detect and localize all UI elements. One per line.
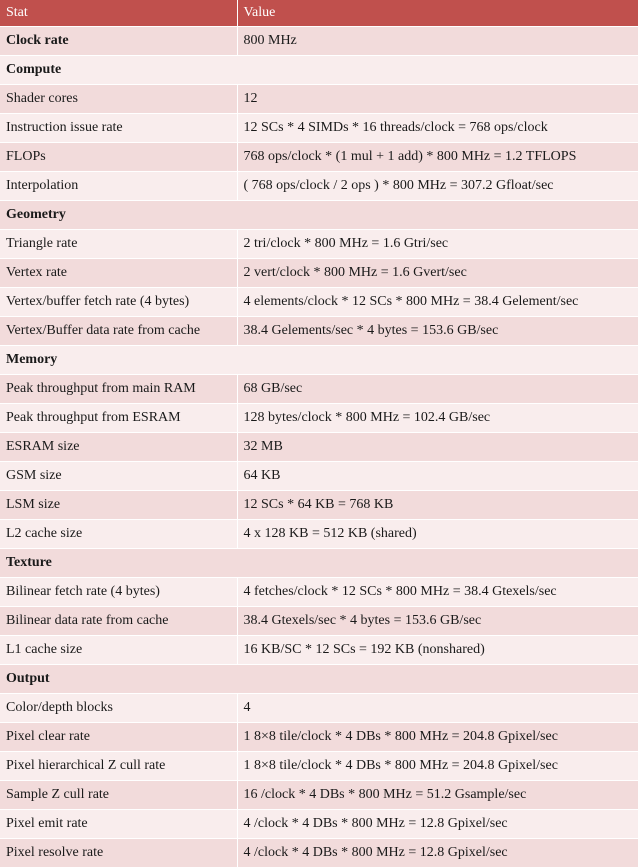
table-row bbox=[0, 288, 638, 317]
stat-value-cell: 128 bytes/clock * 800 MHz = 102.4 GB/sec bbox=[237, 404, 638, 433]
table-row bbox=[0, 810, 638, 839]
stat-name-cell: Pixel resolve rate bbox=[0, 839, 237, 868]
stat-value-cell: 4 bbox=[237, 694, 638, 723]
stat-name-cell: Pixel emit rate bbox=[0, 810, 237, 839]
stat-value-cell: 2 vert/clock * 800 MHz = 1.6 Gvert/sec bbox=[237, 259, 638, 288]
table-row bbox=[0, 694, 638, 723]
table-row bbox=[0, 143, 638, 172]
stat-name-cell: Color/depth blocks bbox=[0, 694, 237, 723]
stat-value-cell: 4 fetches/clock * 12 SCs * 800 MHz = 38.4 Gtexels/sec bbox=[237, 578, 638, 607]
stat-value-cell: 2 tri/clock * 800 MHz = 1.6 Gtri/sec bbox=[237, 230, 638, 259]
table-row bbox=[0, 723, 638, 752]
table-row bbox=[0, 607, 638, 636]
stat-value-cell: ( 768 ops/clock / 2 ops ) * 800 MHz = 307.2 Gfloat/sec bbox=[237, 172, 638, 201]
section-title: Compute bbox=[0, 56, 638, 85]
section-title: Texture bbox=[0, 549, 638, 578]
table-row bbox=[0, 636, 638, 665]
stat-name-cell: LSM size bbox=[0, 491, 237, 520]
stat-value-cell: 16 /clock * 4 DBs * 800 MHz = 51.2 Gsample/sec bbox=[237, 781, 638, 810]
stat-name-cell: Sample Z cull rate bbox=[0, 781, 237, 810]
stat-name-cell: Interpolation bbox=[0, 172, 237, 201]
section-header-row bbox=[0, 346, 638, 375]
stat-value-cell: 38.4 Gtexels/sec * 4 bytes = 153.6 GB/sec bbox=[237, 607, 638, 636]
stat-value-cell: 32 MB bbox=[237, 433, 638, 462]
stat-name-cell: Vertex/Buffer data rate from cache bbox=[0, 317, 237, 346]
section-title: Output bbox=[0, 665, 638, 694]
stat-value-cell: 800 MHz bbox=[237, 27, 638, 56]
section-title: Memory bbox=[0, 346, 638, 375]
stat-name-cell: GSM size bbox=[0, 462, 237, 491]
stat-name-cell: Bilinear data rate from cache bbox=[0, 607, 237, 636]
stat-name-cell: Peak throughput from ESRAM bbox=[0, 404, 237, 433]
table-row bbox=[0, 520, 638, 549]
table-row bbox=[0, 839, 638, 868]
stat-name-cell: L2 cache size bbox=[0, 520, 237, 549]
table-row bbox=[0, 259, 638, 288]
section-header-row bbox=[0, 665, 638, 694]
table-row bbox=[0, 752, 638, 781]
stat-value-cell: 4 elements/clock * 12 SCs * 800 MHz = 38.4 Gelement/sec bbox=[237, 288, 638, 317]
stat-value-cell: 12 SCs * 64 KB = 768 KB bbox=[237, 491, 638, 520]
stat-value-cell: 68 GB/sec bbox=[237, 375, 638, 404]
stat-name-cell: Pixel clear rate bbox=[0, 723, 237, 752]
stat-value-cell: 38.4 Gelements/sec * 4 bytes = 153.6 GB/sec bbox=[237, 317, 638, 346]
stat-value-cell: 4 x 128 KB = 512 KB (shared) bbox=[237, 520, 638, 549]
table-row bbox=[0, 781, 638, 810]
stat-value-cell: 4 /clock * 4 DBs * 800 MHz = 12.8 Gpixel/sec bbox=[237, 810, 638, 839]
table-row bbox=[0, 114, 638, 143]
table-row bbox=[0, 317, 638, 346]
table-row bbox=[0, 230, 638, 259]
stat-name-cell: Vertex rate bbox=[0, 259, 237, 288]
table-row bbox=[0, 172, 638, 201]
stat-name-cell: Clock rate bbox=[0, 27, 237, 56]
table-header-row bbox=[0, 0, 638, 27]
stat-name-cell: Triangle rate bbox=[0, 230, 237, 259]
table-row bbox=[0, 433, 638, 462]
table-row bbox=[0, 462, 638, 491]
stat-name-cell: Shader cores bbox=[0, 85, 237, 114]
column-header-value: Value bbox=[237, 0, 638, 27]
column-header-stat: Stat bbox=[0, 0, 237, 27]
stat-name-cell: ESRAM size bbox=[0, 433, 237, 462]
stat-name-cell: Vertex/buffer fetch rate (4 bytes) bbox=[0, 288, 237, 317]
stat-name-cell: L1 cache size bbox=[0, 636, 237, 665]
table-body bbox=[0, 27, 638, 868]
stat-name-cell: Instruction issue rate bbox=[0, 114, 237, 143]
table-row bbox=[0, 578, 638, 607]
table-row bbox=[0, 375, 638, 404]
stat-value-cell: 16 KB/SC * 12 SCs = 192 KB (nonshared) bbox=[237, 636, 638, 665]
table-row bbox=[0, 404, 638, 433]
stat-name-cell: Pixel hierarchical Z cull rate bbox=[0, 752, 237, 781]
stat-value-cell: 64 KB bbox=[237, 462, 638, 491]
section-header-row bbox=[0, 56, 638, 85]
stat-name-cell: Peak throughput from main RAM bbox=[0, 375, 237, 404]
stat-value-cell: 12 bbox=[237, 85, 638, 114]
table-row bbox=[0, 491, 638, 520]
stat-value-cell: 4 /clock * 4 DBs * 800 MHz = 12.8 Gpixel/sec bbox=[237, 839, 638, 868]
stat-value-cell: 768 ops/clock * (1 mul + 1 add) * 800 MHz = 1.2 TFLOPS bbox=[237, 143, 638, 172]
section-header-row bbox=[0, 549, 638, 578]
table-row bbox=[0, 85, 638, 114]
stat-name-cell: FLOPs bbox=[0, 143, 237, 172]
section-header-row bbox=[0, 201, 638, 230]
stat-value-cell: 1 8×8 tile/clock * 4 DBs * 800 MHz = 204.8 Gpixel/sec bbox=[237, 752, 638, 781]
section-title: Geometry bbox=[0, 201, 638, 230]
stat-name-cell: Bilinear fetch rate (4 bytes) bbox=[0, 578, 237, 607]
stat-value-cell: 1 8×8 tile/clock * 4 DBs * 800 MHz = 204.8 Gpixel/sec bbox=[237, 723, 638, 752]
table-row bbox=[0, 27, 638, 56]
stat-value-cell: 12 SCs * 4 SIMDs * 16 threads/clock = 768 ops/clock bbox=[237, 114, 638, 143]
